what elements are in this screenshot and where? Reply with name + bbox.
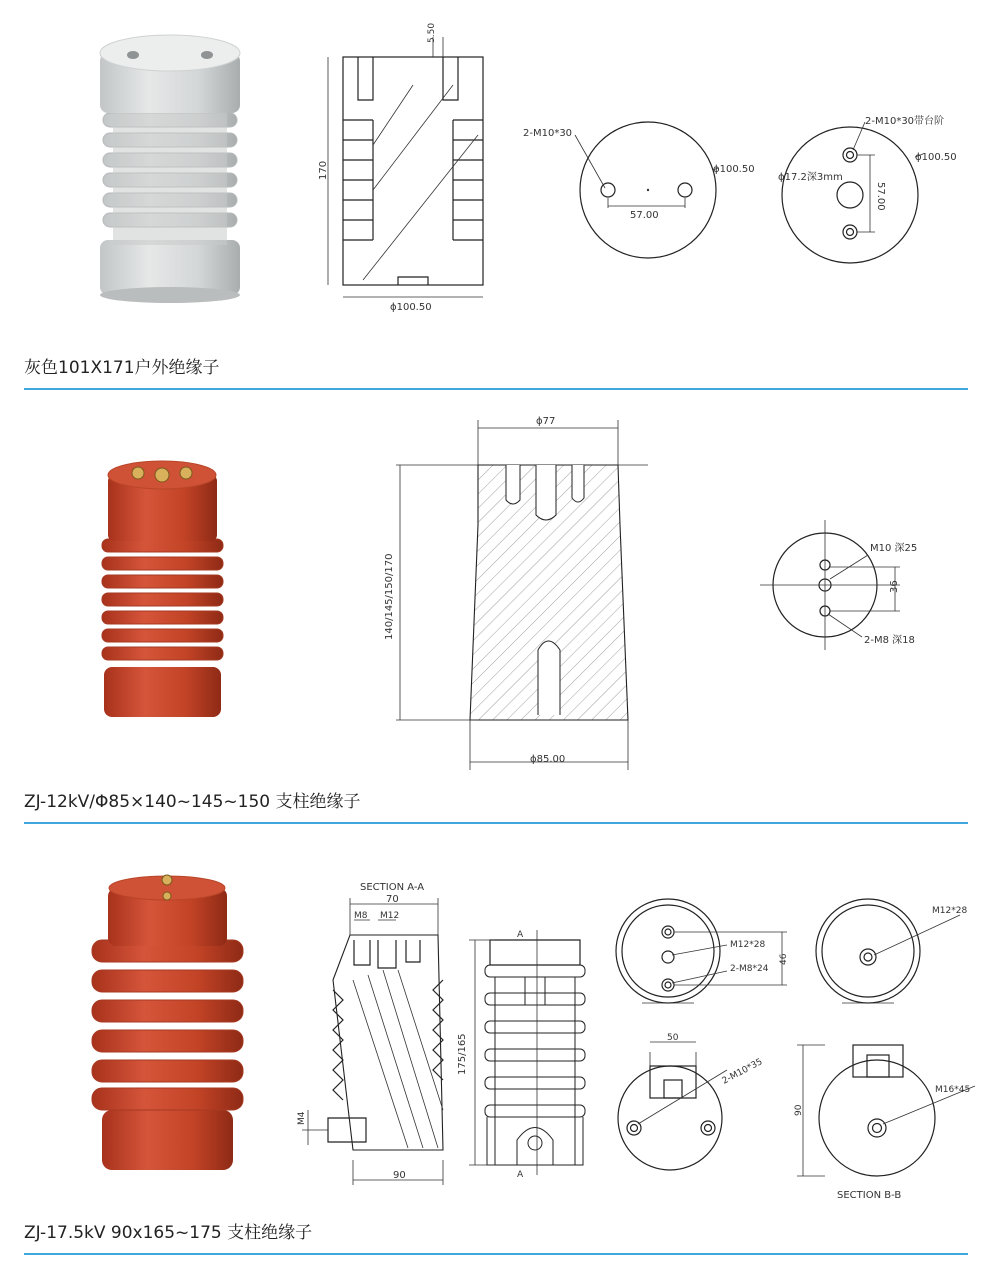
view2-spacing-label: 57.00 (630, 210, 659, 221)
zj12-section-drawing (378, 410, 648, 780)
zj17-section-aa-label: SECTION A-A (360, 882, 425, 893)
section-divider-2 (24, 822, 968, 824)
zj12-end-view-drawing (760, 515, 980, 665)
zj17-label-a-bottom: A (517, 1170, 524, 1180)
zj17-right-m12: M12*28 (932, 906, 968, 916)
dim-height: 170 (318, 160, 329, 180)
zj12-center-hole: M10 深25 (870, 543, 918, 554)
zj17-bottom-m16: M16*45 (935, 1085, 971, 1095)
zj17-right-end-view (800, 875, 990, 1025)
zj17-m8-label: M8 (354, 911, 368, 921)
gray-top-view-drawing (520, 110, 770, 270)
product-caption-1: 灰色101X171户外绝缘子 (24, 358, 220, 378)
zj17-section-aa-drawing (298, 880, 458, 1190)
red-insulator-photo-2 (90, 870, 245, 1180)
zj17-bottom-left-view (612, 1030, 802, 1190)
gray-insulator-photo (95, 25, 245, 305)
view2-holes-label: 2-M10*30 (523, 128, 573, 139)
view3-diameter-label: ɸ100.50 (915, 152, 957, 163)
zj17-label-a-top: A (517, 930, 524, 940)
dim-top-offset: 5.50 (427, 22, 437, 43)
zj17-width-base: 90 (393, 1170, 406, 1181)
view3-center-label: ɸ17.2深3mm (778, 172, 843, 183)
zj12-base-diameter: ɸ85.00 (530, 754, 566, 765)
gray-section-drawing (318, 22, 498, 315)
zj17-top-spacing: 46 (779, 953, 789, 965)
zj12-side-holes: 2-M8 深18 (864, 635, 915, 646)
zj17-m4-label: M4 (297, 1111, 307, 1125)
section-divider-3 (24, 1253, 968, 1255)
zj17-bottom-width: 50 (667, 1033, 679, 1043)
zj17-height: 175/165 (457, 1033, 468, 1075)
section-divider-1 (24, 388, 968, 390)
zj17-top-m12: M12*28 (730, 940, 766, 950)
product-section-3 (0, 825, 1000, 1275)
zj17-section-bb-label: SECTION B-B (837, 1190, 902, 1201)
zj17-m12-label: M12 (380, 911, 400, 921)
zj17-top-m8: 2-M8*24 (730, 964, 769, 974)
zj17-width-top: 70 (386, 894, 399, 905)
zj17-side-view-drawing (455, 925, 610, 1185)
dim-base-diameter: ɸ100.50 (390, 302, 432, 313)
red-insulator-photo-1 (100, 457, 225, 727)
zj17-bottom-height: 90 (794, 1104, 804, 1116)
view3-spacing-label: 57.00 (875, 182, 886, 211)
zj17-top-end-view (612, 875, 797, 1025)
product-caption-3: ZJ-17.5kV 90x165~175 支柱绝缘子 (24, 1223, 313, 1243)
product-section-2 (0, 395, 1000, 825)
zj17-section-bb-drawing (795, 1040, 990, 1215)
view3-holes-label: 2-M10*30带台阶 (865, 116, 945, 127)
zj12-top-diameter: ɸ77 (536, 416, 556, 427)
product-caption-2: ZJ-12kV/Φ85×140~145~150 支柱绝缘子 (24, 792, 361, 812)
zj17-bottom-m10: 2-M10*35 (720, 1057, 765, 1087)
zj12-height: 140/145/150/170 (384, 553, 395, 640)
zj12-spacing: 36 (889, 580, 900, 593)
product-section-1 (0, 0, 1000, 395)
view2-diameter-label: ɸ100.50 (713, 164, 755, 175)
gray-stepped-view-drawing (775, 110, 990, 275)
